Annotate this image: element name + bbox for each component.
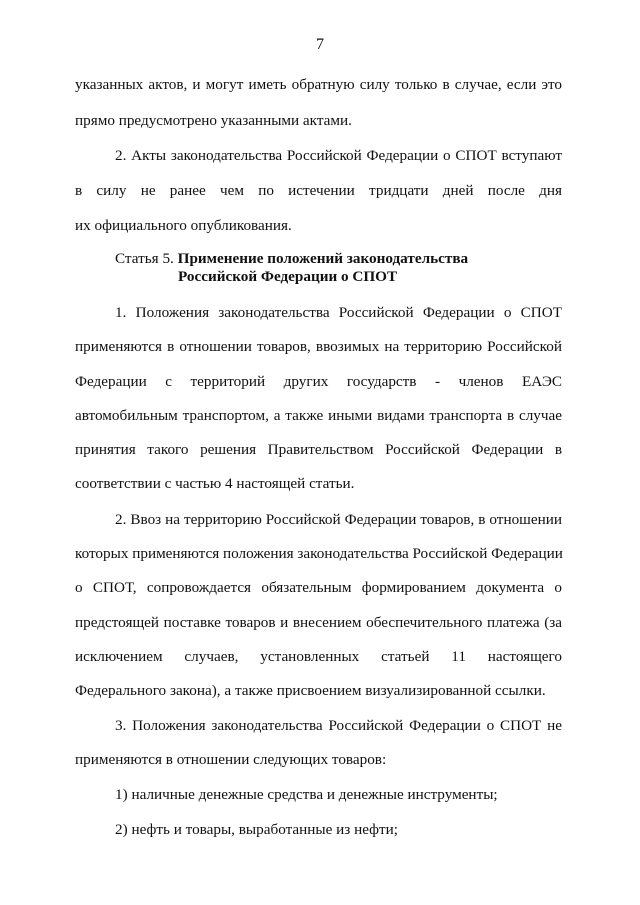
text-line: которых применяются положения законодательства Российской Федерации bbox=[75, 545, 563, 562]
text-line: указанных актов, и могут иметь обратную силу только в случае, если это bbox=[75, 76, 562, 93]
text-line: соответствии с частью 4 настоящей статьи. bbox=[75, 475, 355, 492]
article-heading-cont bbox=[178, 268, 397, 286]
text-line: в силу не ранее чем по истечении тридцати дней после дня bbox=[75, 182, 562, 199]
text-line: предстоящей поставке товаров и внесением обеспечительного платежа (за bbox=[75, 614, 562, 631]
text-line: прямо предусмотрено указанными актами. bbox=[75, 112, 352, 129]
article-title-line1: Применение положений законодательства bbox=[177, 250, 469, 267]
text-line: автомобильным транспортом, а также иными видами транспорта в случае bbox=[75, 407, 562, 424]
text-line: 2. Ввоз на территорию Российской Федерации товаров, в отношении bbox=[115, 511, 562, 528]
text-line: 1. Положения законодательства Российской Федерации о СПОТ bbox=[115, 304, 562, 321]
text-line: 3. Положения законодательства Российской Федерации о СПОТ не bbox=[115, 717, 562, 734]
text-line: их официального опубликования. bbox=[75, 217, 292, 234]
list-item: 2) нефть и товары, выработанные из нефти; bbox=[115, 821, 398, 838]
page-number: 7 bbox=[316, 36, 324, 53]
article-heading bbox=[115, 250, 468, 268]
text-line: исключением случаев, установленных статьей 11 настоящего bbox=[75, 648, 562, 665]
list-item: 1) наличные денежные средства и денежные инструменты; bbox=[115, 786, 498, 803]
text-line: 2. Акты законодательства Российской Федерации о СПОТ вступают bbox=[115, 147, 562, 164]
article-title-line2: Российской Федерации о СПОТ bbox=[178, 268, 398, 285]
text-line: применяются в отношении товаров, ввозимых на территорию Российской bbox=[75, 338, 562, 355]
article-number: Статья 5. bbox=[115, 250, 174, 267]
text-line: применяются в отношении следующих товаров: bbox=[75, 751, 387, 768]
text-line: принятия такого решения Правительством Российской Федерации в bbox=[75, 441, 562, 458]
text-line: о СПОТ, сопровождается обязательным формированием документа о bbox=[75, 579, 562, 596]
text-line: Федерального закона), а также присвоением визуализированной ссылки. bbox=[75, 682, 546, 699]
text-line: Федерации с территорий других государств - членов ЕАЭС bbox=[75, 373, 562, 390]
